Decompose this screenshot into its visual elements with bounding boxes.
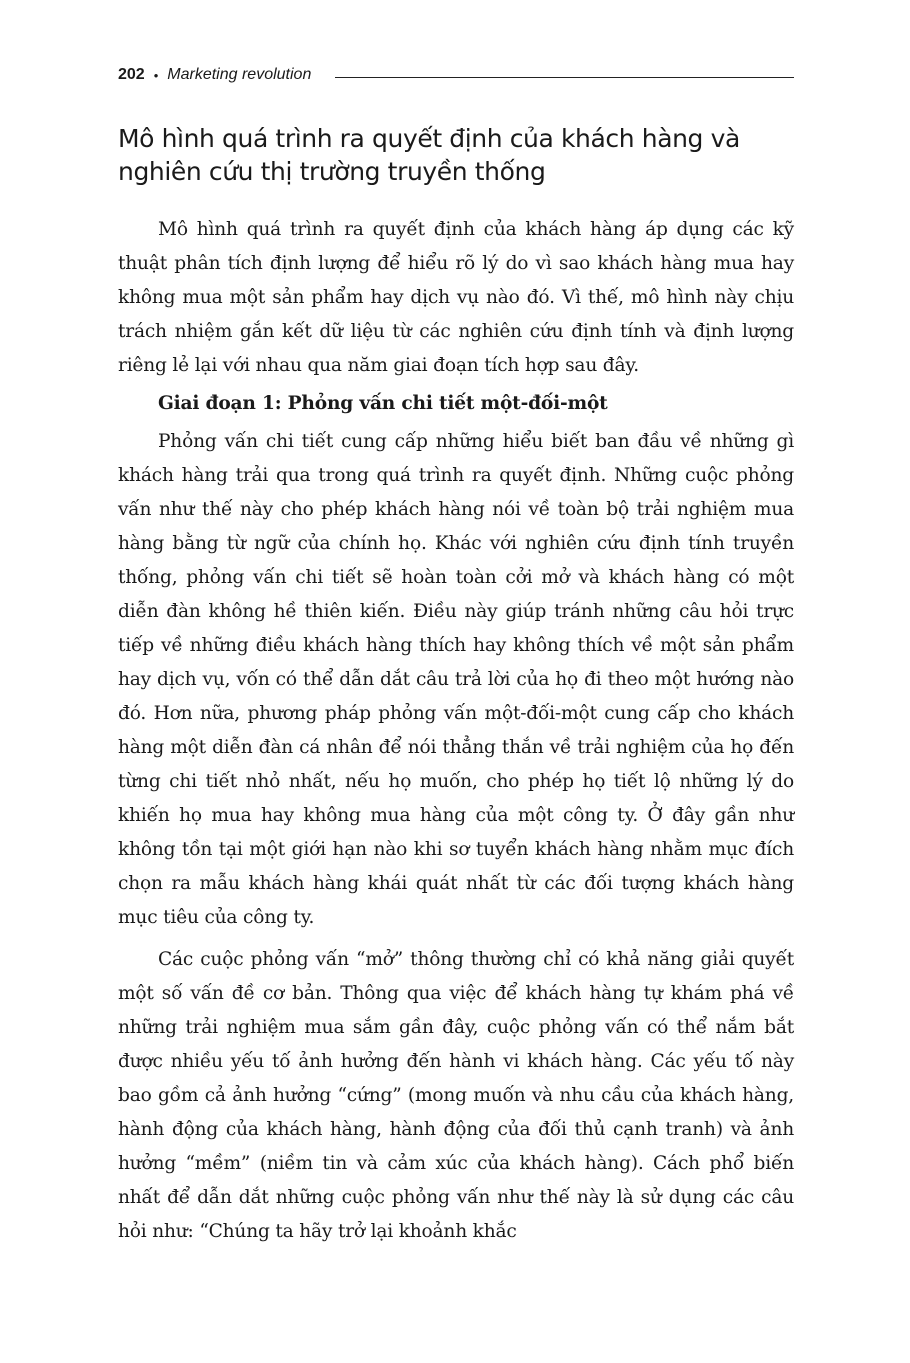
header-separator: • (153, 67, 159, 83)
body-text (118, 213, 794, 1249)
book-title: Marketing revolution (167, 66, 312, 83)
page-number: 202 (118, 66, 145, 83)
running-header (118, 64, 794, 86)
stage-1-heading: Giai đoạn 1: Phỏng vấn chi tiết một-đối-một (158, 393, 608, 414)
section-title: Mô hình quá trình ra quyết định của khách hàng và nghiên cứu thị trường truyền thống (118, 124, 740, 186)
header-rule (335, 77, 794, 78)
paragraph-open-interview: Các cuộc phỏng vấn “mở” thông thường chỉ có khả năng giải quyết một số vấn đề cơ bản. Thông qua việc để khách hàng tự khám phá về những trải nghiệm mua sắm gần đây, cuộc phỏng vấn có thể nắm bắt được nhiều yếu tố ảnh hưởng đến hành vi khách hàng. Các yếu tố này bao gồm cả ảnh hưởng “cứng” (mong muốn và nhu cầu của khách hàng, hành động của khách hàng, hành động của đối thủ cạnh tranh) và ảnh hưởng “mềm” (niềm tin và cảm xúc của khách hàng). Cách phổ biến nhất để dẫn dắt những cuộc phỏng vấn như thế này là sử dụng các câu hỏi như: “Chúng ta hãy trở lại khoảnh khắc (118, 949, 794, 1242)
paragraph-interview: Phỏng vấn chi tiết cung cấp những hiểu biết ban đầu về những gì khách hàng trải qua trong quá trình ra quyết định. Những cuộc phỏng vấn như thế này cho phép khách hàng nói về toàn bộ trải nghiệm mua hàng bằng từ ngữ của chính họ. Khác với nghiên cứu định tính truyền thống, phỏng vấn chi tiết sẽ hoàn toàn cởi mở và khách hàng có một diễn đàn không hề thiên kiến. Điều này giúp tránh những câu hỏi trực tiếp về những điều khách hàng thích hay không thích về một sản phẩm hay dịch vụ, vốn có thể dẫn dắt câu trả lời của họ đi theo một hướng nào đó. Hơn nữa, phương pháp phỏng vấn một-đối-một cung cấp cho khách hàng một diễn đàn cá nhân để nói thẳng thắn về trải nghiệm của họ đến từng chi tiết nhỏ nhất, nếu họ muốn, cho phép họ tiết lộ những lý do khiến họ mua hay không mua hàng của một công ty. Ở đây gần như không tồn tại một giới hạn nào khi sơ tuyển khách hàng nhằm mục đích chọn ra mẫu khách hàng khái quát nhất từ các đối tượng khách hàng mục tiêu của công ty. (118, 431, 794, 928)
paragraph-intro: Mô hình quá trình ra quyết định của khách hàng áp dụng các kỹ thuật phân tích định lượng để hiểu rõ lý do vì sao khách hàng mua hay không mua một sản phẩm hay dịch vụ nào đó. Vì thế, mô hình này chịu trách nhiệm gắn kết dữ liệu từ các nghiên cứu định tính và định lượng riêng lẻ lại với nhau qua năm giai đoạn tích hợp sau đây. (118, 219, 794, 376)
